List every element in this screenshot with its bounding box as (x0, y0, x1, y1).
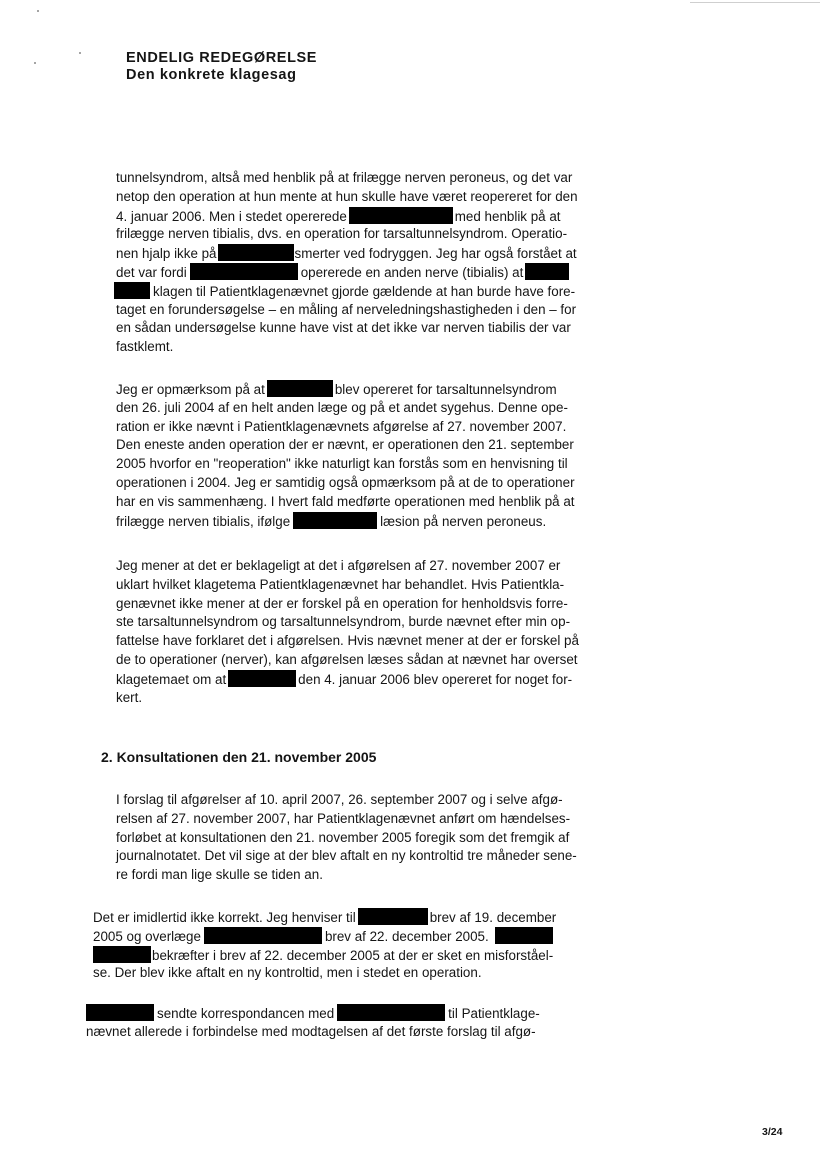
text-line: operationen i 2004. Jeg er samtidig også opmærksom på at de to operationer (116, 474, 575, 490)
text-line: har en vis sammenhæng. I hvert fald medførte operationen med henblik på at (116, 493, 575, 509)
text-line: fattelse have forklaret det i afgørelsen. Hvis nævnet mener at der er forskel på (116, 633, 579, 649)
redaction-block (358, 908, 428, 925)
text-line: bekræfter i brev af 22. december 2005 at der er sket en misforståel- (93, 946, 603, 965)
redaction-block (228, 670, 296, 687)
redaction-block (86, 1004, 154, 1021)
text-line: ration er ikke nævnt i Patientklagenævnets afgørelse af 27. november 2007. (116, 418, 567, 434)
text-line: Jeg mener at det er beklageligt at det i afgørelsen af 27. november 2007 er (116, 558, 561, 573)
text-line: klagen til Patientklagenævnet gjorde gældende at han burde have fore- (116, 282, 626, 301)
text-line: I forslag til afgørelser af 10. april 2007, 26. september 2007 og i selve afgø- (116, 792, 563, 807)
text-line: kert. (116, 689, 143, 705)
paragraph-6 (86, 1004, 596, 1042)
text-line: det var fordi opererede en anden nerve (tibialis) at (116, 263, 626, 282)
text-line: Jeg er opmærksom på at blev opereret for tarsaltunnelsyndrom (116, 382, 557, 397)
document-subtitle: Den konkrete klagesag (126, 67, 297, 83)
text-line: sendte korrespondancen med til Patientklage- (86, 1004, 596, 1023)
text-line: frilægge nerven tibialis, dvs. en operation for tarsaltunnelsyndrom. Operatio- (116, 226, 568, 242)
scan-speck (37, 10, 39, 12)
redaction-block (293, 512, 377, 529)
paragraph-2 (116, 380, 626, 530)
text-line: taget en forundersøgelse – en måling af nerveledningshastigheden i den – for (116, 301, 577, 317)
text-line: journalnotatet. Det vil sige at der blev aftalt en ny kontroltid tre måneder sene- (116, 848, 577, 864)
redaction-block (337, 1004, 445, 1021)
scan-speck (79, 52, 81, 54)
paragraph-5 (93, 908, 603, 983)
text-line: frilægge nerven tibialis, ifølge læsion på nerven peroneus. (116, 513, 547, 529)
redaction-block (114, 282, 150, 299)
text-line: forløbet at konsultationen den 21. november 2005 foregik som det fremgik af (116, 829, 570, 845)
text-line: Den eneste anden operation der er nævnt, er operationen den 21. september (116, 437, 574, 453)
text-line: genævnet ikke mener at der er forskel på en operation for henholdsvis forre- (116, 595, 568, 611)
scan-edge-line (690, 2, 820, 3)
text-line: en sådan undersøgelse kunne have vist at det ikke var nerven tiabilis der var (116, 320, 571, 336)
redaction-block (267, 380, 333, 397)
text-line: 2005 hvorfor en "reoperation" ikke naturligt kan forstås som en henvisning til (116, 456, 568, 472)
text-line: 4. januar 2006. Men i stedet opererede med henblik på at (116, 208, 561, 224)
redaction-block (349, 207, 453, 224)
page-number: 3/24 (762, 1126, 783, 1138)
text-line: re fordi man lige skulle se tiden an. (116, 867, 323, 883)
document-title: ENDELIG REDEGØRELSE (126, 50, 318, 66)
redaction-block (495, 927, 553, 944)
text-line: 2005 og overlæge brev af 22. december 2005. (93, 927, 603, 946)
redaction-block (218, 244, 294, 261)
text-line: klagetemaet om at den 4. januar 2006 blev opereret for noget for- (116, 671, 573, 687)
text-line: Det er imidlertid ikke korrekt. Jeg henviser til brev af 19. december (93, 910, 557, 925)
text-line: fastklemt. (116, 339, 174, 355)
text-line: de to operationer (nerver), kan afgørelsen læses sådan at nævnet har overset (116, 651, 578, 667)
text-line: netop den operation at hun mente at hun skulle have været reopereret for den (116, 188, 578, 204)
text-line: nævnet allerede i forbindelse med modtagelsen af det første forslag til afgø- (86, 1023, 536, 1039)
redaction-block (93, 946, 151, 963)
text-line: den 26. juli 2004 af en helt anden læge og på et andet sygehus. Denne ope- (116, 399, 568, 415)
text-line: se. Der blev ikke aftalt en ny kontroltid, men i stedet en operation. (93, 965, 482, 981)
paragraph-4 (116, 791, 626, 885)
text-line: relsen af 27. november 2007, har Patientklagenævnet anført om hændelses- (116, 810, 571, 826)
text-line: uklart hvilket klagetema Patientklagenævnet har behandlet. Hvis Patientkla- (116, 576, 565, 592)
text-line: ste tarsaltunnelsyndrom og tarsaltunnelsyndrom, burde nævnet efter min op- (116, 614, 571, 630)
section-heading: 2. Konsultationen den 21. november 2005 (101, 749, 377, 765)
scan-speck (34, 62, 36, 64)
redaction-block (190, 263, 298, 280)
redaction-block (525, 263, 569, 280)
paragraph-1 (116, 169, 626, 357)
paragraph-3 (116, 557, 626, 707)
text-line: tunnelsyndrom, altså med henblik på at frilægge nerven peroneus, og det var (116, 170, 573, 185)
text-line: nen hjalp ikke på smerter ved fodryggen. Jeg har også forstået at (116, 246, 577, 262)
redaction-block (204, 927, 322, 944)
